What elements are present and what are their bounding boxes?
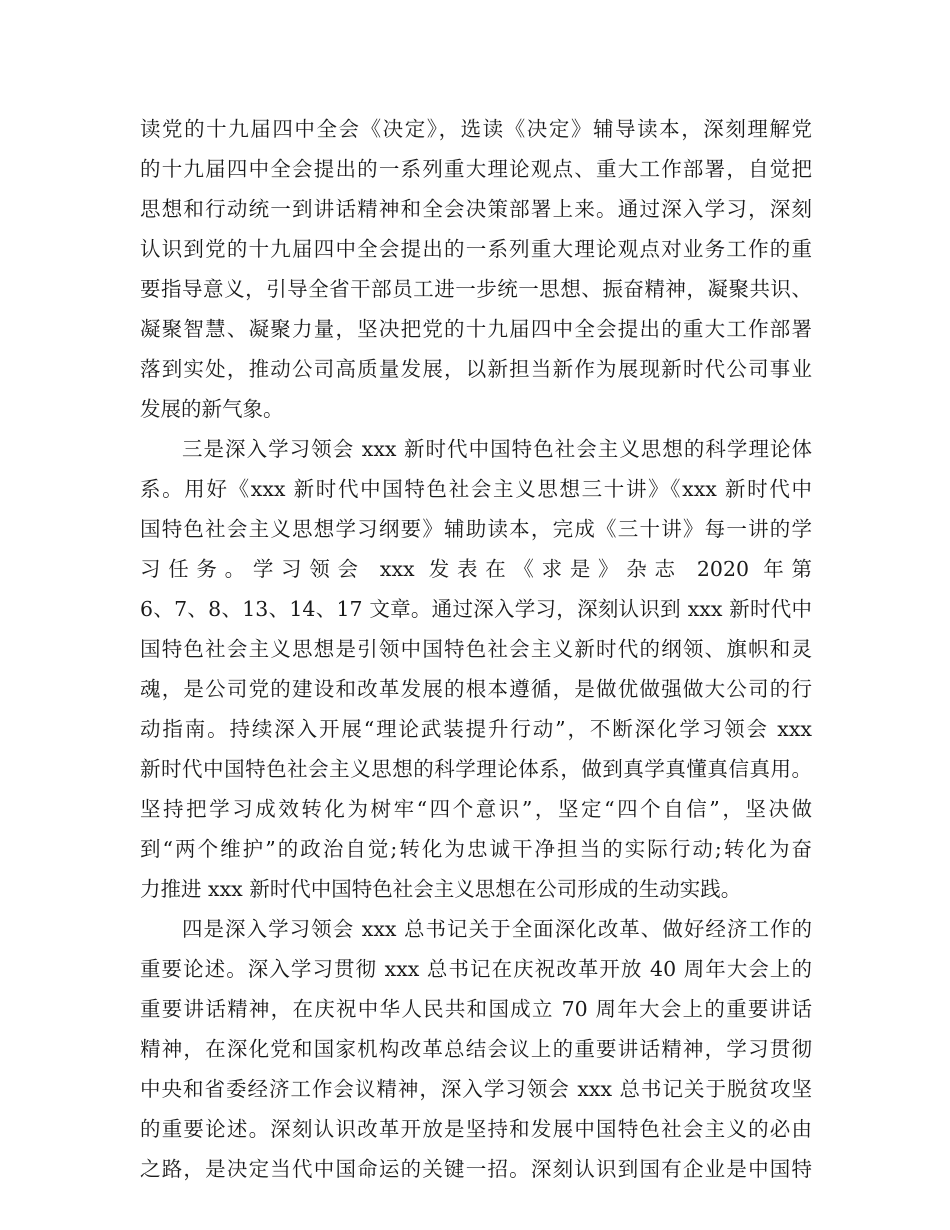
text-line: 魂，是公司党的建设和改革发展的根本遵循，是做优做强做大公司的行 [140,677,812,701]
text-line: 重要论述。深入学习贯彻 xxx 总书记在庆祝改革开放 40 周年大会上的 [140,957,812,981]
text-line: 国特色社会主义思想是引领中国特色社会主义新时代的纲领、旗帜和灵 [140,637,812,661]
text-line: 新时代中国特色社会主义思想的科学理论体系，做到真学真懂真信真用。 [140,757,812,781]
paragraph-first-line: 三是深入学习领会 xxx 新时代中国特色社会主义思想的科学理论体 [182,437,812,461]
text-line: 重要讲话精神，在庆祝中华人民共和国成立 70 周年大会上的重要讲话 [140,997,812,1021]
text-line: 习任务。学习领会 xxx 发表在《求是》杂志 2020 年第 [140,557,812,581]
text-line: 的十九届四中全会提出的一系列重大理论观点、重大工作部署，自觉把 [140,157,812,181]
text-line: 力推进 xxx 新时代中国特色社会主义思想在公司形成的生动实践。 [140,877,742,901]
text-line: 国特色社会主义思想学习纲要》辅助读本，完成《三十讲》每一讲的学 [140,517,812,541]
text-line: 发展的新气象。 [140,397,284,421]
text-line: 读党的十九届四中全会《决定》，选读《决定》辅导读本，深刻理解党 [140,117,812,141]
text-line: 坚持把学习成效转化为树牢“四个意识”，坚定“四个自信”，坚决做 [140,797,812,821]
text-line: 中央和省委经济工作会议精神，深入学习领会 xxx 总书记关于脱贫攻坚 [140,1077,812,1101]
text-line: 思想和行动统一到讲话精神和全会决策部署上来。通过深入学习，深刻 [140,197,812,221]
text-line: 凝聚智慧、凝聚力量，坚决把党的十九届四中全会提出的重大工作部署 [140,317,812,341]
text-line: 6、7、8、13、14、17 文章。通过深入学习，深刻认识到 xxx 新时代中 [140,597,812,621]
text-line: 之路，是决定当代中国命运的关键一招。深刻认识到国有企业是中国特 [140,1157,812,1181]
text-line: 动指南。持续深入开展“理论武装提升行动”，不断深化学习领会 xxx [140,717,812,741]
paragraph-first-line: 四是深入学习领会 xxx 总书记关于全面深化改革、做好经济工作的 [182,917,812,941]
text-line: 精神，在深化党和国家机构改革总结会议上的重要讲话精神，学习贯彻 [140,1037,812,1061]
text-line: 系。用好《xxx 新时代中国特色社会主义思想三十讲》《xxx 新时代中 [140,477,812,501]
text-line: 落到实处，推动公司高质量发展，以新担当新作为展现新时代公司事业 [140,357,812,381]
text-line: 认识到党的十九届四中全会提出的一系列重大理论观点对业务工作的重 [140,237,812,261]
text-line: 要指导意义，引导全省干部员工进一步统一思想、振奋精神，凝聚共识、 [140,277,812,301]
text-line: 的重要论述。深刻认识改革开放是坚持和发展中国特色社会主义的必由 [140,1117,812,1141]
text-line: 到“两个维护”的政治自觉;转化为忠诚干净担当的实际行动;转化为奋 [140,837,812,861]
